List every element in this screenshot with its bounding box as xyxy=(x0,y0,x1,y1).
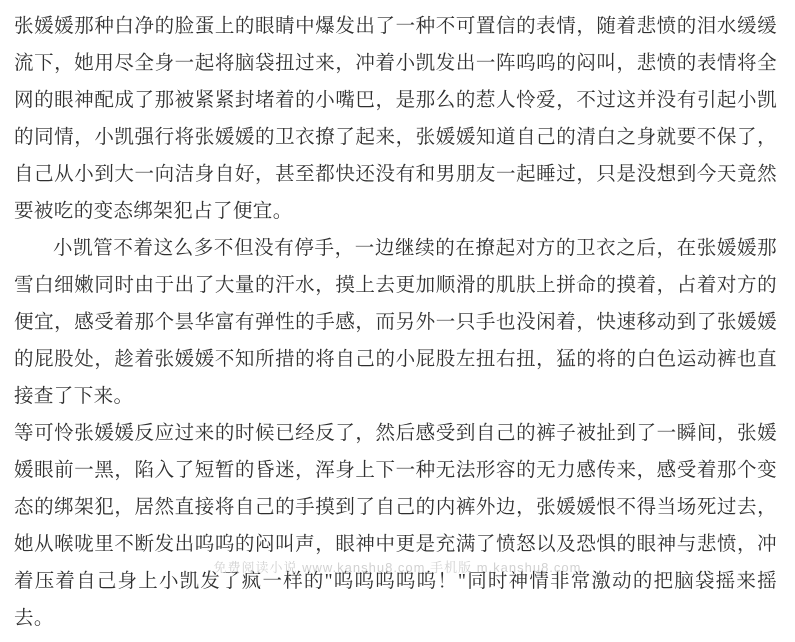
paragraph-3: 等可怜张媛媛反应过来的时候已经反了，然后感受到自己的裤子被扯到了一瞬间，张媛媛眼前一黑，陷入了短暂的昏迷，浑身上下一种无法形容的无力感传来，感受着那个变态的绑架犯，居然直接将自己的手摸到了自己的内裤外边，张媛媛恨不得当场死过去，她从喉咙里不断发出呜呜的闷叫声，眼神中更是充满了愤怒以及恐惧的眼神与悲愤，冲着压着自己身上小凯发了疯一样的"呜呜呜呜呜！"同时神情非常激动的把脑袋摇来摇去。 xyxy=(14,423,777,629)
paragraph-1: 张媛媛那种白净的脸蛋上的眼睛中爆发出了一种不可置信的表情，随着悲愤的泪水缓缓流下，她用尽全身一起将脑袋扭过来，冲着小凯发出一阵呜呜的闷叫，悲愤的表情将全网的眼神配成了那被紧紧封堵着的小嘴巴，是那么的惹人怜爱，不过这并没有引起小凯的同情，小凯强行将张媛媛的卫衣撩了起来，张媛媛知道自己的清白之身就要不保了，自己从小到大一向洁身自好，甚至都快还没有和男朋友一起睡过，只是没想到今天竟然要被吃的变态绑架犯占了便宜。 xyxy=(14,16,777,222)
paragraph-2: 小凯管不着这么多不但没有停手，一边继续的在撩起对方的卫衣之后，在张媛媛那雪白细嫩同时由于出了大量的汗水，摸上去更加顺滑的肌肤上拼命的摸着，占着对方的便宜，感受着那个昙华富有弹性的手感，而另外一只手也没闲着，快速移动到了张媛媛的屁股处，趁着张媛媛不知所措的将自己的小屁股左扭右扭，猛的将的白色运动裤也直接查了下来。 xyxy=(14,238,777,407)
watermark-text: 免费阅读小说 www.kanshu8.com 手机版 m.kanshu8.com xyxy=(213,560,582,575)
